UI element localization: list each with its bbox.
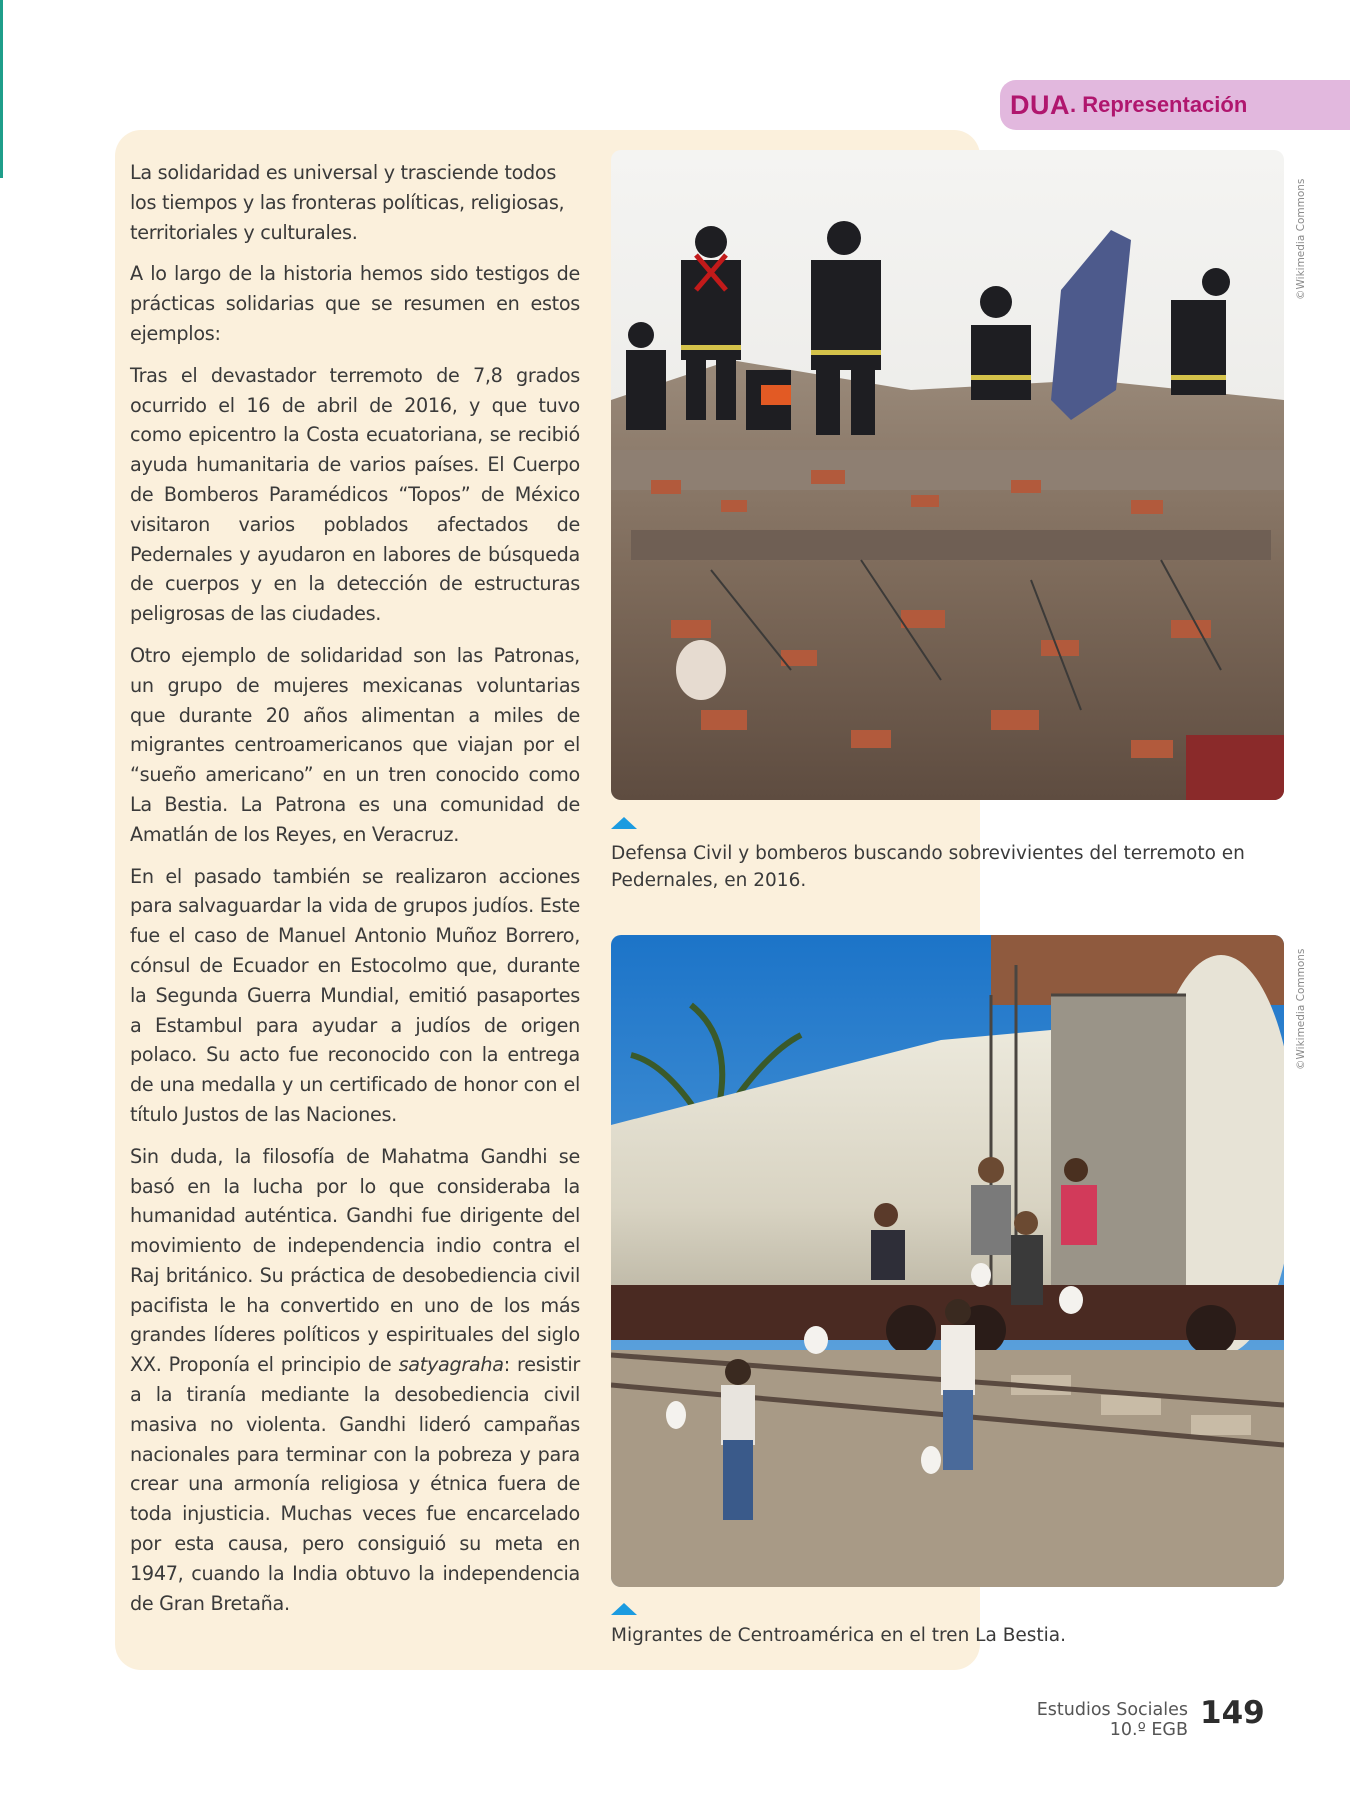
paragraph-2: A lo largo de la historia hemos sido testigos de prácticas solidarias que se resumen en estos ejemplos:	[130, 262, 580, 345]
paragraph-4: Otro ejemplo de solidaridad son las Patronas, un grupo de mujeres mexicanas voluntarias que durante 20 años alimentan a miles de migrantes centroamericanos que viajan por el “sueño americano” en un tren conocido como La Bestia. La Patrona es una comunidad de Amatlán de los Reyes, en Veracruz.	[130, 643, 580, 846]
footer-grade: 10.º EGB	[1109, 1720, 1188, 1740]
paragraph-1: La solidaridad es universal y trasciende todos los tiempos y las fronteras políticas, religiosas, territoriales y culturales.	[130, 161, 565, 244]
page-edge-line	[0, 0, 3, 178]
paragraph-5: En el pasado también se realizaron acciones para salvaguardar la vida de grupos judíos. Este fue el caso de Manuel Antonio Muñoz Borrero, cónsul de Ecuador en Estocolmo que, durante la Segunda Guerra Mundial, emitió pasaportes a Estambul para ayudar a judíos de origen polaco. Su acto fue reconocido con la entrega de una medalla y un certificado de honor con el título Justos de las Naciones.	[130, 864, 580, 1126]
satyagraha-term: satyagraha	[398, 1353, 504, 1377]
la-bestia-train-photo	[611, 935, 1284, 1587]
paragraph-6-start: Sin duda, la filosofía de Mahatma Gandhi se basó en la lucha por lo que consideraba la humanidad auténtica. Gandhi fue dirigente del movimiento de independencia indio contra el Raj británico. Su práctica de desobediencia civil pacifista le ha convertido en uno de los más grandes líderes políticos y espirituales del siglo XX. Proponía el principio de	[130, 1144, 580, 1377]
paragraph-6	[130, 1142, 580, 1619]
caption-1-marker-icon	[611, 817, 637, 829]
paragraph-6-end: : resistir a la tiranía mediante la desobediencia civil masiva no violenta. Gandhi lideró campañas nacionales para terminar con la pobreza y para crear una armonía religiosa y étnica fuera de toda injusticia. Muchas veces fue encarcelado por esta causa, pero consiguió su meta en 1947, cuando la India obtuvo la independencia de Gran Bretaña.	[130, 1353, 580, 1615]
paragraph-3: Tras el devastador terremoto de 7,8 grados ocurrido el 16 de abril de 2016, y que tuvo como epicentro la Costa ecuatoriana, se recibió ayuda humanitaria de varios países. El Cuerpo de Bomberos Paramédicos “Topos” de México visitaron varios poblados afectados de Pedernales y ayudaron en labores de búsqueda de cuerpos y en la detección de estructuras peligrosas de las ciudades.	[130, 363, 580, 626]
photo-2-credit: ©Wikimedia Commons	[1295, 948, 1307, 1070]
photo-1-caption: Defensa Civil y bomberos buscando sobrevivientes del terremoto en Pedernales, en 2016.	[611, 843, 1245, 891]
footer-subject-name: Estudios Sociales	[1036, 1700, 1188, 1720]
footer-subject	[1037, 1700, 1188, 1740]
dua-label: DUA	[1010, 89, 1070, 120]
caption-2-marker-icon	[611, 1603, 637, 1615]
photo-2-caption: Migrantes de Centroamérica en el tren La Bestia.	[611, 1625, 1067, 1646]
body-text	[130, 158, 580, 1630]
photo-1-credit: ©Wikimedia Commons	[1295, 178, 1307, 300]
page-number: 149	[1200, 1695, 1265, 1731]
dua-header-tab	[1000, 80, 1350, 130]
earthquake-rescue-photo	[611, 150, 1284, 800]
dua-subtitle: . Representación	[1070, 92, 1248, 117]
